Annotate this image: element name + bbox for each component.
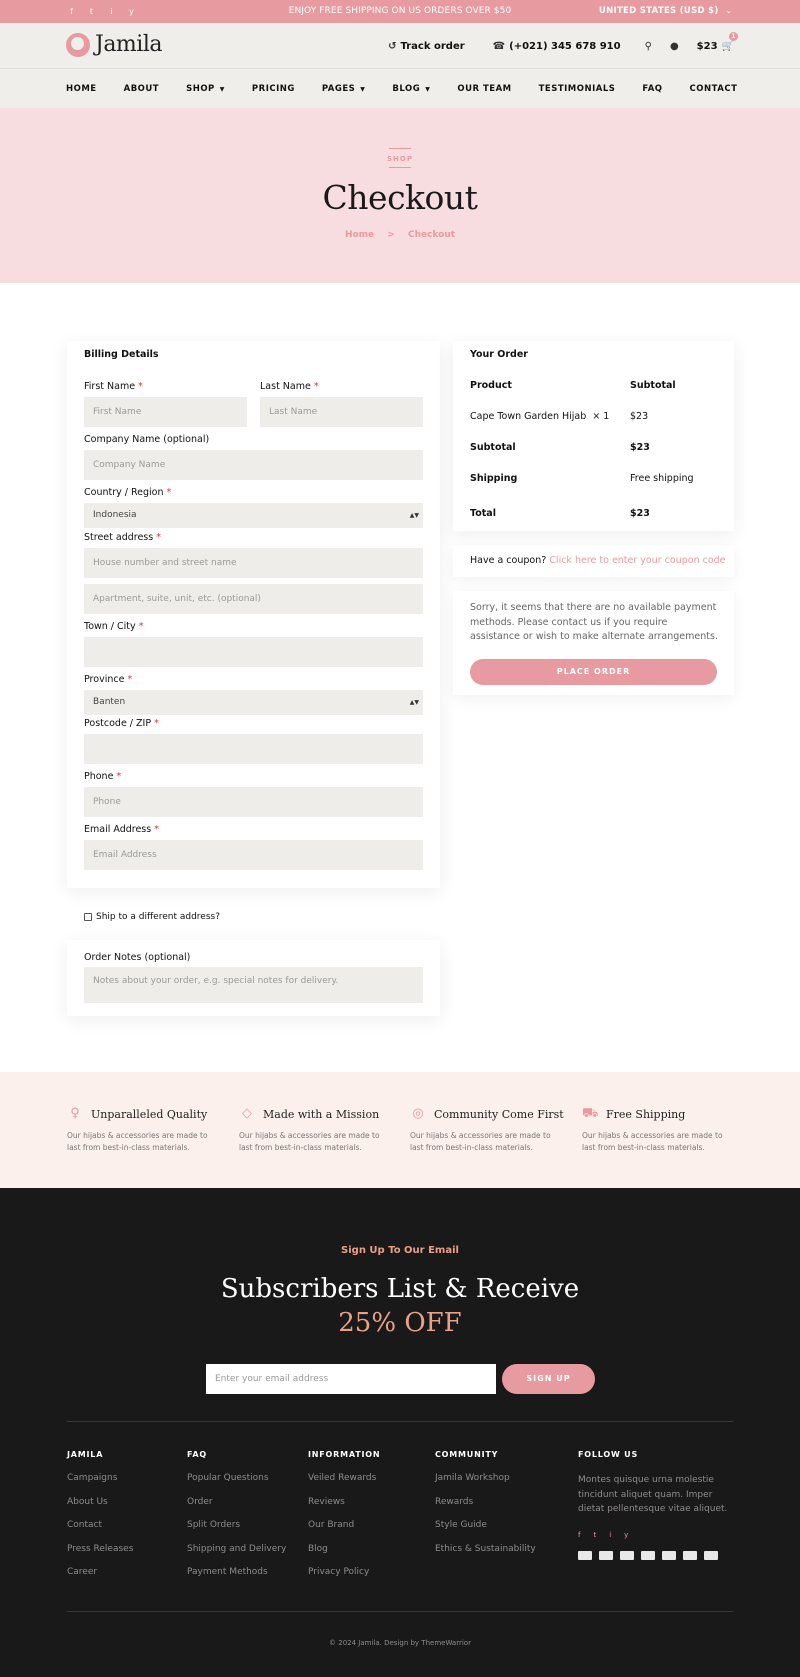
shipping-label: Shipping [470, 473, 518, 484]
nav-item-label: HOME [66, 83, 97, 94]
order-notes-label: Order Notes (optional) [84, 952, 191, 963]
nav-item-pricing[interactable] [252, 84, 295, 94]
billing-title: Billing Details [84, 349, 159, 360]
payment-methods [578, 1551, 738, 1560]
footer-link[interactable]: Campaigns [67, 1473, 118, 1483]
footer-link[interactable]: Blog [308, 1543, 328, 1554]
truck-icon: ⛟ [582, 1106, 599, 1121]
paypal-icon [683, 1551, 697, 1560]
footer-column-title: INFORMATION [308, 1450, 381, 1459]
coupon-notice [453, 545, 734, 577]
order-item [470, 411, 609, 422]
city-field[interactable] [84, 637, 423, 667]
cart-total: $23 [696, 40, 718, 52]
feature-heading [582, 1106, 742, 1122]
email-label: Email Address * [84, 824, 159, 835]
subtotal-value: $23 [630, 442, 650, 453]
instagram-icon[interactable]: i [609, 1530, 612, 1539]
chevron-down-icon: ▼ [219, 85, 225, 93]
facebook-icon[interactable]: f [578, 1530, 581, 1539]
first-name-field[interactable]: First Name [84, 397, 247, 427]
globe-icon: ◎ [412, 1106, 424, 1121]
select-arrows-icon: ▲▼ [409, 699, 419, 706]
country-select[interactable] [84, 503, 423, 528]
company-field[interactable]: Company Name [84, 450, 423, 480]
page-hero [0, 108, 800, 283]
promo-text: ENJOY FREE SHIPPING ON US ORDERS OVER $50 [288, 6, 512, 16]
payment-message: Sorry, it seems that there are no available payment methods. Please contact us if you require assistance or wish to make alternate arrangements. [470, 602, 718, 642]
last-name-field[interactable]: Last Name [260, 397, 423, 427]
payment-card [453, 591, 734, 695]
nav-item-label: PAGES [321, 83, 356, 94]
site-header [0, 23, 800, 69]
applepay-icon [620, 1551, 634, 1560]
currency-selector[interactable] [599, 0, 732, 23]
nav-item-our-team[interactable] [457, 84, 511, 94]
breadcrumb-separator: > [387, 230, 395, 240]
nav-item-blog[interactable] [392, 84, 430, 94]
street-address-field[interactable]: House number and street name [84, 548, 423, 578]
nav-item-label: ABOUT [123, 83, 160, 94]
footer-link[interactable]: Order [187, 1496, 213, 1507]
page-title: Checkout [322, 178, 478, 217]
feature-item [410, 1106, 570, 1153]
nav-item-label: SHOP [186, 83, 215, 94]
cart-count-badge: 1 [729, 32, 738, 41]
footer-divider [67, 1611, 733, 1612]
nav-item-pages[interactable] [322, 84, 366, 94]
headset-icon: ☎ [492, 40, 506, 52]
province-label: Province * [84, 674, 133, 685]
nav-item-label: OUR TEAM [457, 83, 512, 94]
order-item-qty: × 1 [592, 411, 610, 422]
copyright: © 2024 Jamila. Design by ThemeWarrior [329, 1639, 471, 1647]
subscribe-heading [0, 1272, 800, 1340]
chevron-down-icon: ▼ [360, 85, 366, 93]
shipping-value: Free shipping [630, 473, 694, 484]
feature-heading [67, 1106, 227, 1122]
award-icon: ♀ [70, 1106, 80, 1121]
subscribe-offer: 25% OFF [338, 1308, 462, 1338]
nav-item-faq[interactable] [642, 84, 662, 94]
nav-item-label: FAQ [642, 83, 663, 94]
footer-link[interactable]: Contact [67, 1520, 103, 1530]
feature-item [582, 1106, 742, 1153]
country-value: Indonesia [93, 510, 137, 520]
street-address-2-field[interactable]: Apartment, suite, unit, etc. (optional) [84, 584, 423, 614]
hero-eyebrow: SHOP [0, 155, 800, 163]
footer-divider [67, 1421, 733, 1422]
province-select[interactable] [84, 690, 423, 715]
amex-icon [599, 1551, 613, 1560]
order-notes-card [67, 940, 440, 1016]
cart-icon: 🛒 [721, 40, 734, 52]
feature-text: Our hijabs & accessories are made to last from best-in-class materials. [67, 1131, 208, 1152]
footer-link[interactable]: Popular Questions [187, 1473, 269, 1483]
footer-column-title: COMMUNITY [435, 1450, 499, 1459]
twitter-icon[interactable]: t [89, 7, 94, 16]
visa-icon [641, 1551, 655, 1560]
instagram-icon[interactable]: i [110, 7, 113, 16]
footer-column-jamila [67, 1450, 133, 1591]
subscribe-heading-line: Subscribers List & Receive [220, 1274, 580, 1304]
features-strip [0, 1072, 800, 1188]
track-order-label: Track order [400, 40, 465, 52]
phone-field[interactable]: Phone [84, 787, 423, 817]
footer-link[interactable]: Privacy Policy [308, 1567, 370, 1577]
order-summary-card [453, 341, 734, 531]
footer-column-information [308, 1450, 380, 1591]
currency-label: UNITED STATES (USD $) [598, 6, 719, 16]
footer-link[interactable]: Veiled Rewards [308, 1473, 377, 1483]
sign-up-button[interactable]: SIGN UP [502, 1364, 595, 1394]
feature-item [239, 1106, 399, 1153]
site-footer [0, 1188, 800, 1677]
total-value: $23 [630, 508, 650, 519]
order-item-price: $23 [630, 411, 649, 422]
discover-icon [662, 1551, 676, 1560]
top-announcement-bar [0, 0, 800, 23]
nav-item-label: BLOG [392, 83, 421, 94]
logo-text: Jamila [95, 32, 162, 57]
country-label: Country / Region * [84, 487, 172, 498]
feature-title: Made with a Mission [263, 1107, 380, 1121]
feature-title: Unparalleled Quality [91, 1107, 208, 1121]
nav-item-label: CONTACT [689, 83, 738, 94]
select-arrows-icon: ▲▼ [409, 512, 419, 519]
order-title: Your Order [470, 349, 528, 360]
phone-label: Phone * [84, 771, 122, 782]
first-name-label: First Name * [84, 381, 143, 392]
breadcrumb [0, 230, 800, 240]
footer-link[interactable]: Payment Methods [187, 1567, 268, 1577]
nav-item-about[interactable] [124, 84, 159, 94]
nav-list [66, 69, 764, 108]
subtotal-column-header: Subtotal [630, 380, 676, 391]
ship-different-address[interactable] [84, 912, 220, 922]
nav-item-testimonials[interactable] [539, 84, 616, 94]
footer-link[interactable]: Shipping and Delivery [187, 1543, 287, 1554]
feature-text: Our hijabs & accessories are made to last from best-in-class materials. [582, 1131, 723, 1152]
googlepay-icon [704, 1551, 718, 1560]
twitter-icon[interactable]: t [593, 1530, 597, 1539]
footer-column-title: FAQ [187, 1450, 207, 1459]
nav-item-home[interactable] [66, 84, 97, 94]
order-item-name: Cape Town Garden Hijab [470, 411, 587, 422]
track-order-link[interactable] [388, 41, 465, 52]
main-nav [0, 69, 800, 108]
logo-mark [66, 33, 90, 57]
province-value: Banten [93, 697, 126, 707]
feature-text: Our hijabs & accessories are made to last from best-in-class materials. [410, 1131, 551, 1152]
box-icon: ◇ [242, 1106, 252, 1121]
youtube-icon[interactable]: y [624, 1530, 629, 1539]
ship-different-label: Ship to a different address? [96, 912, 220, 922]
site-logo[interactable] [66, 32, 162, 57]
footer-link[interactable]: About Us [67, 1496, 108, 1507]
email-field[interactable]: Email Address [84, 840, 423, 870]
footer-link[interactable]: Our Brand [308, 1520, 355, 1530]
street-label: Street address * [84, 532, 161, 543]
feature-heading [239, 1106, 399, 1122]
follow-us-column [578, 1450, 738, 1560]
subtotal-label: Subtotal [470, 442, 516, 453]
postcode-field[interactable] [84, 734, 423, 764]
footer-link[interactable]: Split Orders [187, 1520, 241, 1530]
billing-details-card [67, 341, 440, 888]
footer-social-links [578, 1531, 738, 1539]
feature-item [67, 1106, 227, 1153]
phone-number: (+021) 345 678 910 [509, 40, 621, 52]
header-actions [388, 23, 734, 69]
user-icon[interactable]: ● [669, 40, 679, 52]
footer-link[interactable]: Reviews [308, 1496, 345, 1507]
phone-link[interactable] [493, 41, 621, 52]
chevron-down-icon: ⌄ [725, 7, 732, 15]
nav-item-shop[interactable] [186, 84, 225, 94]
footer-link[interactable]: Career [67, 1567, 98, 1577]
footer-column-faq [187, 1450, 286, 1591]
feature-title: Community Come First [434, 1107, 564, 1121]
feature-heading [410, 1106, 570, 1122]
order-notes-textarea[interactable]: Notes about your order, e.g. special notes for delivery. [84, 967, 423, 1003]
nav-item-contact[interactable] [690, 84, 738, 94]
ship-different-checkbox[interactable] [84, 913, 92, 921]
search-icon[interactable]: ⚲ [644, 40, 652, 52]
place-order-button[interactable]: PLACE ORDER [470, 659, 717, 685]
facebook-icon[interactable]: f [70, 7, 73, 16]
newsletter-email-input[interactable]: Enter your email address [206, 1364, 496, 1394]
product-column-header: Product [470, 380, 512, 391]
last-name-label: Last Name * [260, 381, 319, 392]
subscribe-tag: Sign Up To Our Email [341, 1245, 459, 1256]
chevron-down-icon: ▼ [425, 85, 431, 93]
footer-link[interactable]: Ethics & Sustainability [435, 1543, 536, 1554]
footer-link[interactable]: Jamila Workshop [435, 1473, 510, 1483]
footer-column-community [435, 1450, 536, 1567]
breadcrumb-home[interactable]: Home [344, 230, 375, 240]
postcode-label: Postcode / ZIP * [84, 718, 159, 729]
breadcrumb-current: Checkout [407, 230, 456, 240]
city-label: Town / City * [84, 621, 144, 632]
feature-title: Free Shipping [606, 1107, 686, 1121]
nav-item-label: PRICING [251, 83, 295, 94]
company-label: Company Name (optional) [84, 434, 210, 445]
mastercard-icon [578, 1551, 592, 1560]
footer-link[interactable]: Rewards [435, 1496, 474, 1507]
coupon-link[interactable]: Click here to enter your coupon code [549, 555, 726, 566]
feature-text: Our hijabs & accessories are made to last from best-in-class materials. [239, 1131, 380, 1152]
footer-link[interactable]: Press Releases [67, 1543, 134, 1554]
nav-item-label: TESTIMONIALS [538, 83, 616, 94]
cart-button[interactable] [696, 32, 736, 52]
youtube-icon[interactable]: y [129, 7, 134, 16]
follow-us-title: FOLLOW US [578, 1450, 639, 1459]
coupon-text: Have a coupon? [470, 555, 547, 566]
total-label: Total [470, 508, 496, 519]
track-icon: ↺ [388, 40, 397, 52]
footer-column-title: JAMILA [67, 1450, 104, 1459]
footer-link[interactable]: Style Guide [435, 1520, 487, 1530]
follow-us-text: Montes quisque urna molestie tincidunt aliquet quam. Imper dietat pellentesque vitae aliquet. [578, 1475, 728, 1514]
